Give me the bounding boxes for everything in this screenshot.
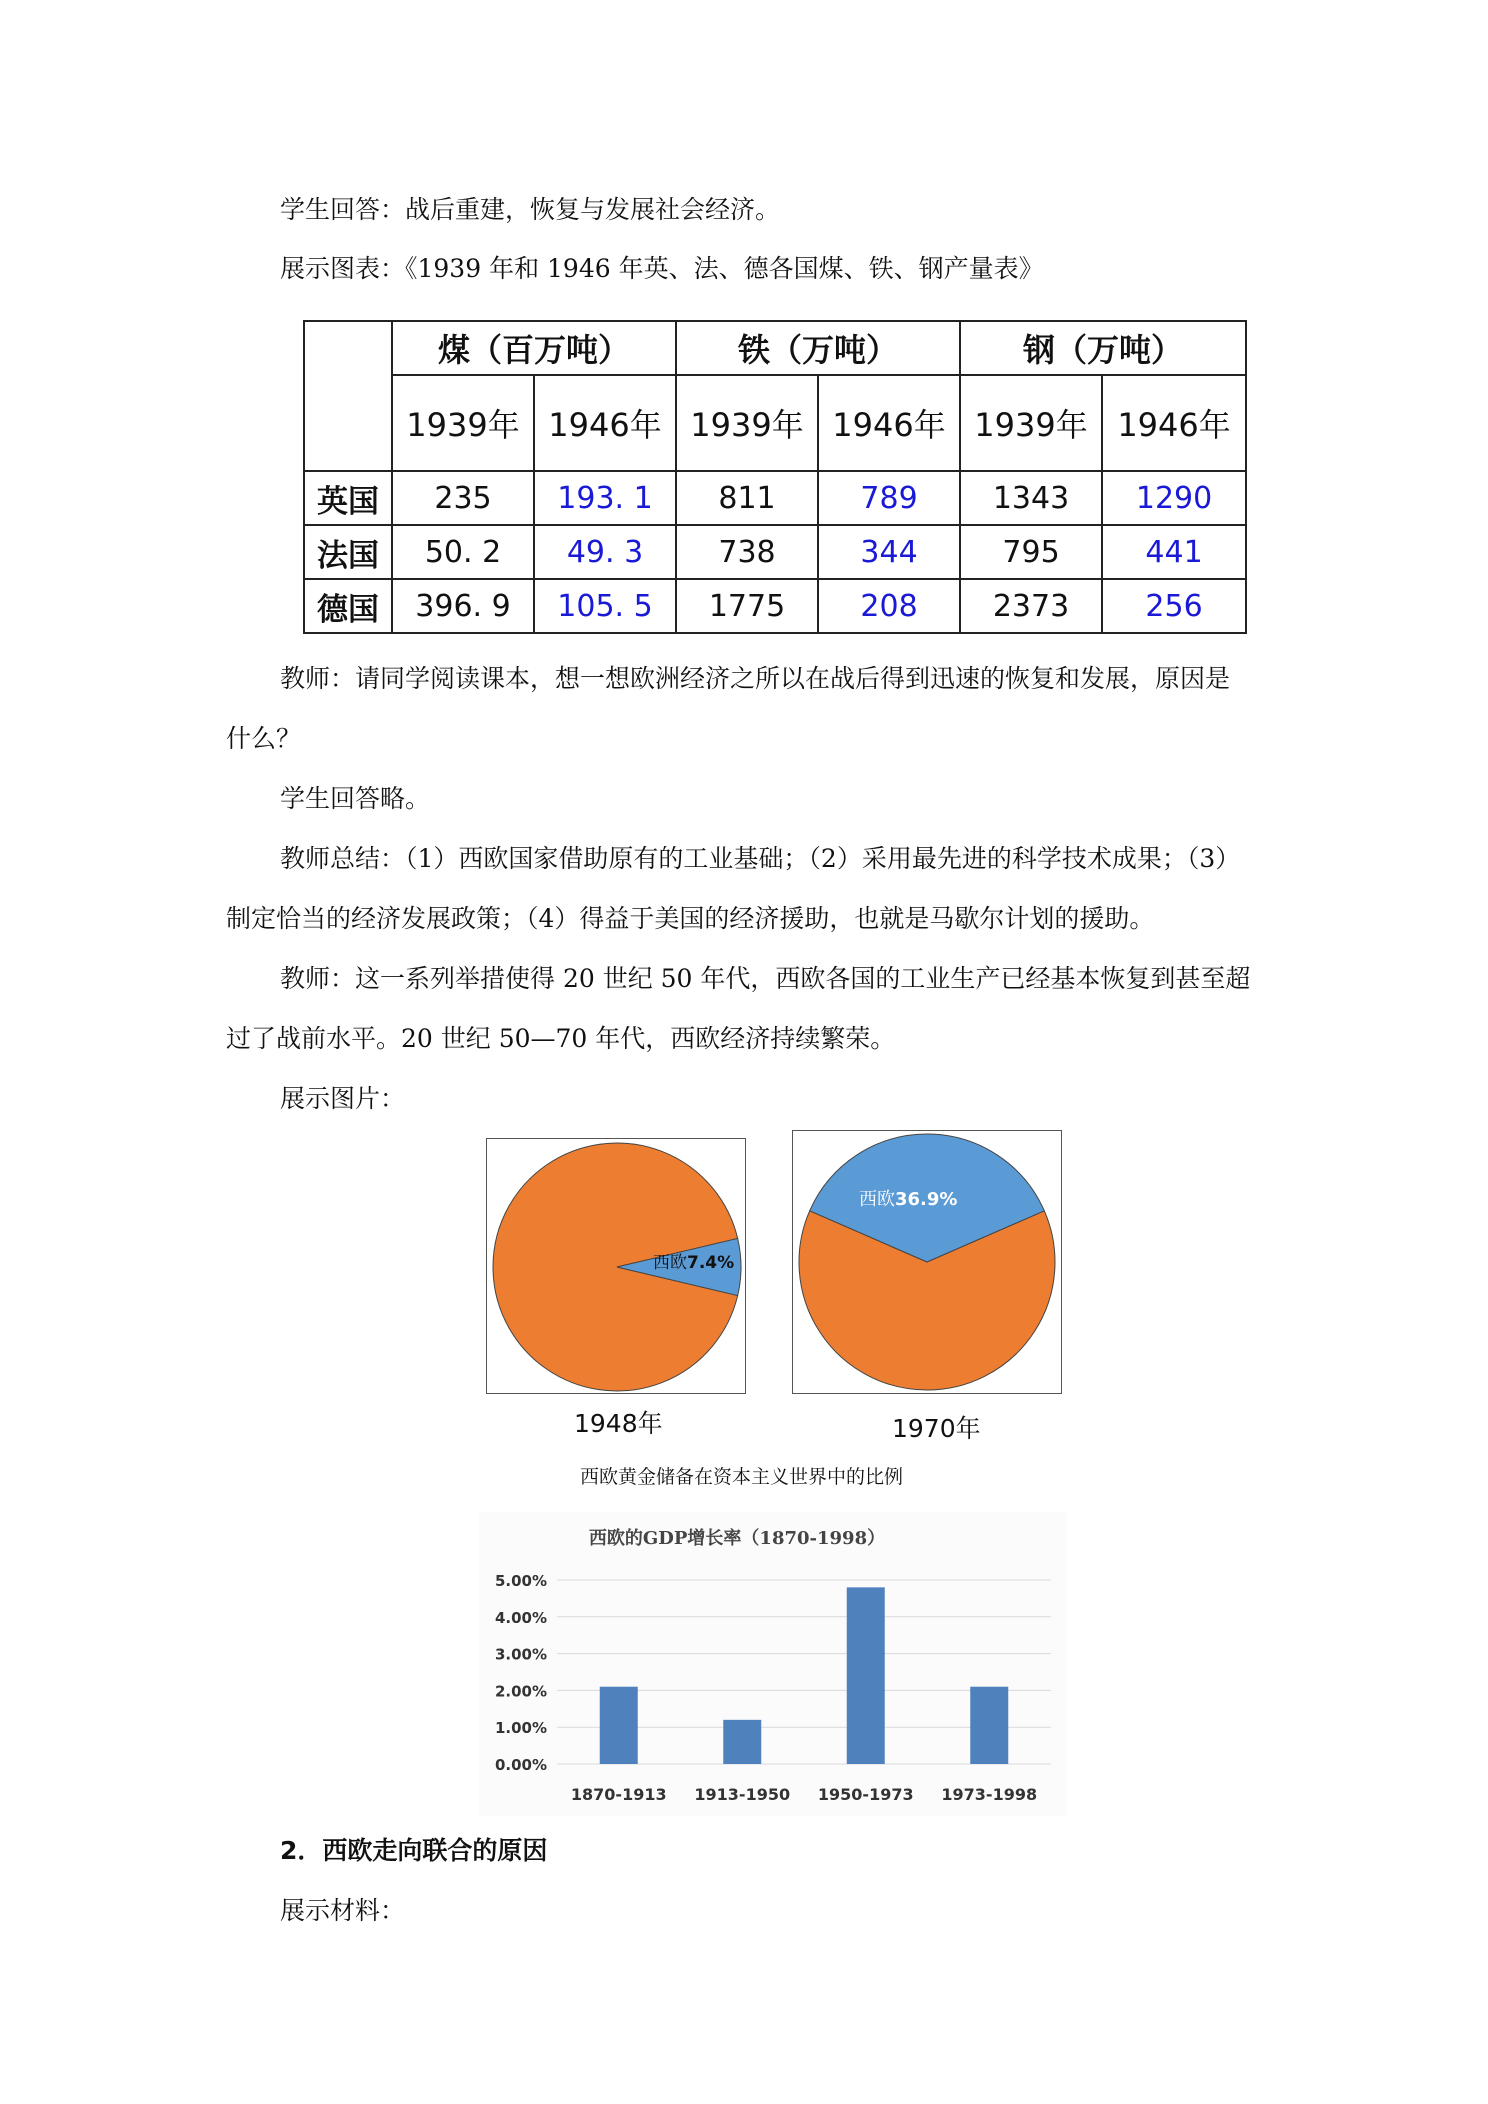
year-header: 1946年 <box>818 375 960 471</box>
value-cell: 1775 <box>676 579 818 633</box>
pie-label: 西欧7.4% <box>653 1253 735 1273</box>
teacher-remark-line2: 过了战前水平。20 世纪 50—70 年代，西欧经济持续繁荣。 <box>226 1024 896 1053</box>
value-cell: 2373 <box>960 579 1102 633</box>
year-header: 1939年 <box>960 375 1102 471</box>
value-cell: 105. 5 <box>534 579 676 633</box>
header-iron: 铁（万吨） <box>676 321 960 375</box>
country-cell: 德国 <box>304 579 392 633</box>
bar <box>600 1687 638 1764</box>
x-tick-label: 1870-1913 <box>570 1785 667 1804</box>
bar <box>723 1720 761 1764</box>
y-tick-label: 5.00% <box>494 1572 547 1590</box>
pie-chart-1970-frame <box>792 1130 1062 1394</box>
gdp-bar-chart <box>479 1512 1067 1816</box>
header-coal: 煤（百万吨） <box>392 321 676 375</box>
section-heading: 2．西欧走向联合的原因 <box>280 1836 548 1865</box>
value-cell: 396. 9 <box>392 579 534 633</box>
value-cell: 49. 3 <box>534 525 676 579</box>
student-answer-omitted: 学生回答略。 <box>280 784 431 813</box>
year-header: 1946年 <box>534 375 676 471</box>
y-tick-label: 1.00% <box>494 1719 547 1738</box>
pie-chart-1970 <box>793 1131 1061 1393</box>
show-picture-text: 展示图片： <box>280 1084 406 1113</box>
teacher-remark-line1: 教师：这一系列举措使得 20 世纪 50 年代，西欧各国的工业生产已经基本恢复到甚至超 <box>280 964 1251 993</box>
y-tick-label: 2.00% <box>494 1682 547 1701</box>
teacher-summary-line2: 制定恰当的经济发展政策；（4）得益于美国的经济援助，也就是马歇尔计划的援助。 <box>226 904 1155 933</box>
value-cell: 235 <box>392 471 534 525</box>
value-cell: 344 <box>818 525 960 579</box>
value-cell: 208 <box>818 579 960 633</box>
y-tick-label: 0.00% <box>494 1756 547 1774</box>
value-cell: 1343 <box>960 471 1102 525</box>
value-cell: 795 <box>960 525 1102 579</box>
country-cell: 英国 <box>304 471 392 525</box>
teacher-question-line1: 教师：请同学阅读课本，想一想欧洲经济之所以在战后得到迅速的恢复和发展，原因是 <box>280 664 1231 693</box>
bar <box>970 1687 1008 1764</box>
student-answer-text: 学生回答：战后重建，恢复与发展社会经济。 <box>280 195 781 224</box>
value-cell: 193. 1 <box>534 471 676 525</box>
chart-intro-text: 展示图表：《1939 年和 1946 年英、法、德各国煤、铁、钢产量表》 <box>280 254 1044 283</box>
value-cell: 789 <box>818 471 960 525</box>
value-cell: 50. 2 <box>392 525 534 579</box>
y-tick-label: 3.00% <box>494 1645 547 1664</box>
value-cell: 256 <box>1102 579 1246 633</box>
value-cell: 738 <box>676 525 818 579</box>
country-cell: 法国 <box>304 525 392 579</box>
year-header: 1946年 <box>1102 375 1246 471</box>
teacher-question-line2: 什么？ <box>226 724 302 753</box>
table-corner-cell <box>304 321 392 471</box>
gdp-bar-chart-panel <box>479 1512 1067 1816</box>
pie-year-label: 1948年 <box>574 1409 663 1438</box>
year-header: 1939年 <box>392 375 534 471</box>
table-row <box>304 579 1246 633</box>
y-tick-label: 4.00% <box>494 1608 547 1627</box>
header-steel: 钢（万吨） <box>960 321 1246 375</box>
bar <box>847 1587 885 1764</box>
x-tick-label: 1973-1998 <box>941 1785 1038 1804</box>
pie-label: 西欧36.9% <box>859 1189 958 1210</box>
chart-title: 西欧的GDP增长率（1870-1998） <box>588 1528 886 1549</box>
year-header: 1939年 <box>676 375 818 471</box>
value-cell: 441 <box>1102 525 1246 579</box>
teacher-summary-line1: 教师总结：（1）西欧国家借助原有的工业基础；（2）采用最先进的科学技术成果；（3） <box>280 844 1241 873</box>
x-tick-label: 1913-1950 <box>694 1785 791 1804</box>
pie-year-label: 1970年 <box>892 1414 981 1443</box>
show-material-text: 展示材料： <box>280 1896 406 1925</box>
production-table <box>303 320 1247 634</box>
pie-chart-1948 <box>487 1139 745 1393</box>
x-tick-label: 1950-1973 <box>817 1785 914 1804</box>
table-row <box>304 525 1246 579</box>
pie-charts-caption: 西欧黄金储备在资本主义世界中的比例 <box>580 1466 904 1488</box>
value-cell: 1290 <box>1102 471 1246 525</box>
pie-chart-1948-frame <box>486 1138 746 1394</box>
value-cell: 811 <box>676 471 818 525</box>
table-row <box>304 471 1246 525</box>
